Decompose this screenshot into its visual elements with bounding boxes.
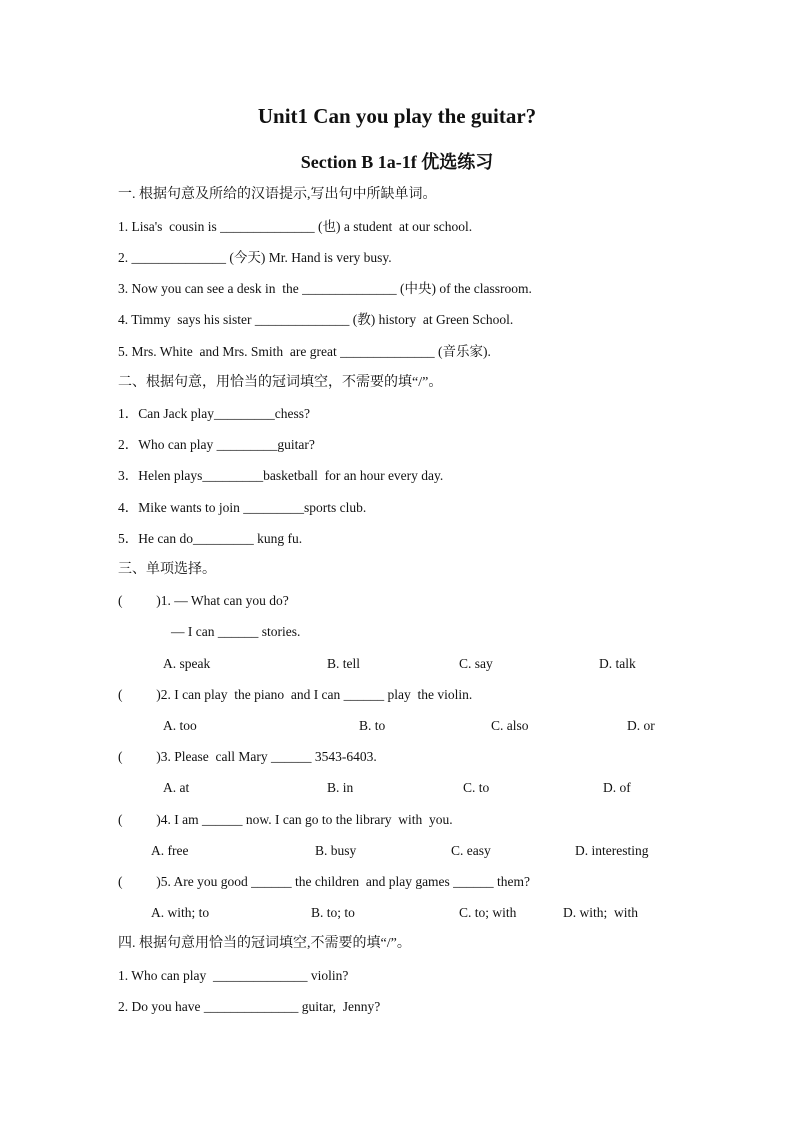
s3-q4-option-b: B. busy [315,843,357,858]
s3-q3: ( )3. Please call Mary ______ 3543-6403. [118,749,377,764]
s3-q5-option-b: B. to; to [311,905,355,920]
s1-item-2: 2. ______________ (今天) Mr. Hand is very busy. [118,250,392,265]
s2-item-3: 3．Helen plays_________basketball for an hour every day. [118,468,444,483]
s3-q5-option-a: A. with; to [151,905,210,920]
s3-q3-option-b: B. in [327,780,354,795]
s3-q5: ( )5. Are you good ______ the children and play games ______ them? [118,874,531,889]
s1-item-1: 1. Lisa's cousin is ______________ (也) a student at our school. [118,219,473,234]
section-2-heading: 二、根据句意，用恰当的冠词填空，不需要的填“/”。 [118,375,443,390]
section-3-heading: 三、单项选择。 [118,562,216,577]
page-subtitle: Section B 1a-1f 优选练习 [300,152,494,172]
s1-item-3: 3. Now you can see a desk in the ______________ (中央) of the classroom. [118,281,532,296]
s1-item-4: 4. Timmy says his sister ______________ (教) history at Green School. [118,312,514,327]
s3-q1-option-b: B. tell [327,656,360,671]
s3-q2-option-b: B. to [359,718,386,733]
s3-q1-option-a: A. speak [163,656,211,671]
s2-item-1: 1．Can Jack play_________chess? [118,406,310,421]
s3-q2: ( )2. I can play the piano and I can ______ play the violin. [118,687,473,702]
s3-q2-option-a: A. too [163,718,197,733]
s4-item-1: 1. Who can play ______________ violin? [118,968,349,983]
s3-q1-option-d: D. talk [599,656,636,671]
s3-q4-option-a: A. free [151,843,189,858]
s3-q4: ( )4. I am ______ now. I can go to the library with you. [118,812,453,827]
s3-q1: ( )1. — What can you do? [118,593,289,608]
s3-q5-option-c: C. to; with [459,905,517,920]
s3-q3-option-a: A. at [163,780,190,795]
section-4-heading: 四. 根据句意用恰当的冠词填空,不需要的填“/”。 [118,936,411,951]
section-1-heading: 一. 根据句意及所给的汉语提示,写出句中所缺单词。 [118,187,437,202]
s3-q4-option-d: D. interesting [575,843,649,858]
s2-item-4: 4．Mike wants to join _________sports club. [118,500,367,515]
s3-q2-option-d: D. or [627,718,655,733]
s3-q3-option-c: C. to [463,780,490,795]
s3-q5-option-d: D. with; with [563,905,639,920]
s3-q3-option-d: D. of [603,780,631,795]
s3-q4-option-c: C. easy [451,843,491,858]
s1-item-5: 5. Mrs. White and Mrs. Smith are great ______________ (音乐家). [118,344,491,359]
s2-item-5: 5．He can do_________ kung fu. [118,531,303,546]
s2-item-2: 2．Who can play _________guitar? [118,437,315,452]
s3-q1-option-c: C. say [459,656,493,671]
s4-item-2: 2. Do you have ______________ guitar, Jenny? [118,999,381,1014]
page-title: Unit1 Can you play the guitar? [257,104,537,128]
s3-q2-option-c: C. also [491,718,529,733]
s3-q1-answer-line: — I can ______ stories. [171,624,301,639]
